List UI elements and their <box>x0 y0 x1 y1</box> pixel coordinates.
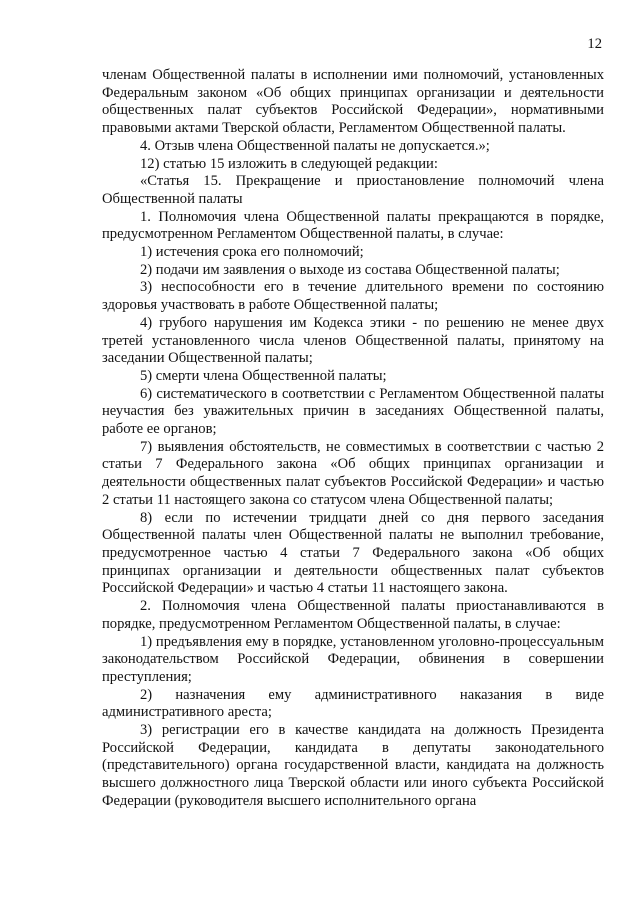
paragraph: 1. Полномочия члена Общественной палаты прекращаются в порядке, предусмотренном Регламентом Общественной палаты, в случае: <box>102 208 604 243</box>
list-item: 8) если по истечении тридцати дней со дня первого заседания Общественной палаты член Общественной палаты не выполнил требование, предусмотренное частью 4 статьи 7 Федерального закона «Об общих принципах организации и деятельности общественных палат субъектов Российской Федерации» и частью 4 статьи 11 настоящего закона. <box>102 509 604 597</box>
paragraph: 2. Полномочия члена Общественной палаты приостанавливаются в порядке, предусмотренном Регламентом Общественной палаты, в случае: <box>102 598 604 632</box>
list-item: 2) назначения ему административного наказания в виде административного ареста; <box>102 686 604 721</box>
list-item: 3) регистрации его в качестве кандидата на должность Президента Российской Федерации, кандидата в депутаты законодательного (представительного) органа государственной власти, кандидата на должность высшего должностного лица Тверской области или иного субъекта Российской Федерации (руководителя высшего исполнительного органа <box>102 722 604 809</box>
paragraph: 4. Отзыв члена Общественной палаты не допускается.»; <box>140 137 490 154</box>
list-item: 4) грубого нарушения им Кодекса этики - по решению не менее двух третей установленного числа членов Общественной палаты, принятому на заседании Общественной палаты; <box>102 314 604 367</box>
list-item: 6) систематического в соответствии с Регламентом Общественной палаты неучастия без уважительных причин в заседаниях Общественной палаты, работе ее органов; <box>102 385 604 438</box>
list-item: 3) неспособности его в течение длительного времени по состоянию здоровья участвовать в работе Общественной палаты; <box>102 279 604 314</box>
page-number: 12 <box>587 36 602 52</box>
document-body <box>102 67 604 811</box>
list-item: 2) подачи им заявления о выходе из состава Общественной палаты; <box>140 261 560 278</box>
list-item: 5) смерти члена Общественной палаты; <box>140 367 387 384</box>
list-item: 1) истечения срока его полномочий; <box>140 244 364 261</box>
paragraph-continuation: членам Общественной палаты в исполнении ими полномочий, установленных Федеральным законом «Об общих принципах организации и деятельности общественных палат субъектов Российской Федерации», нормативными правовыми актами Тверской области, Регламентом Общественной палаты. <box>102 67 604 137</box>
article-heading: «Статья 15. Прекращение и приостановление полномочий члена Общественной палаты <box>102 173 604 207</box>
list-item: 1) предъявления ему в порядке, установленном уголовно-процессуальным законодательством Российской Федерации, обвинения в совершении преступления; <box>102 633 604 685</box>
paragraph: 12) статью 15 изложить в следующей редакции: <box>140 155 438 172</box>
list-item: 7) выявления обстоятельств, не совместимых в соответствии с частью 2 статьи 7 Федерального закона «Об общих принципах организации и деятельности общественных палат субъектов Российской Федерации» и частью 2 статьи 11 настоящего закона со статусом члена Общественной палаты; <box>102 438 604 508</box>
